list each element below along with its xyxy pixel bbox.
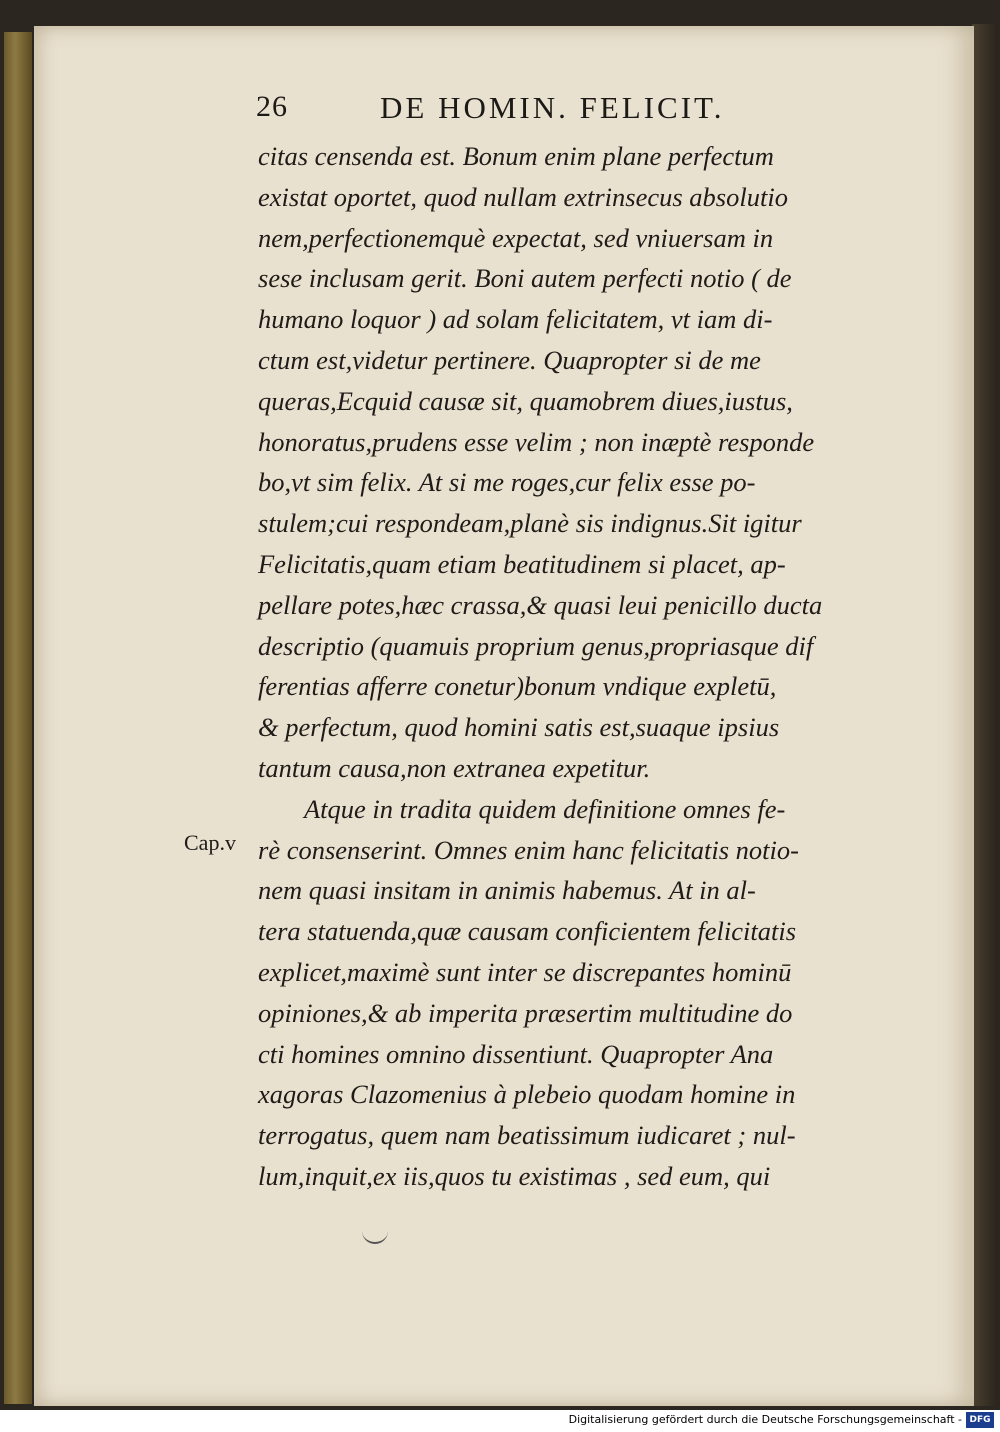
- text-line: xagoras Clazomenius à plebeio quodam homine in: [258, 1079, 796, 1110]
- text-line: citas censenda est. Bonum enim plane perfectum: [258, 141, 774, 171]
- text-line: nem quasi insitam in animis habemus. At in al-: [258, 875, 756, 906]
- dfg-logo: DFG: [966, 1412, 994, 1428]
- text-line: Felicitatis,quam etiam beatitudinem si placet, ap-: [258, 548, 786, 579]
- text-line: descriptio (quamuis proprium genus,propriasque dif: [258, 630, 814, 661]
- text-line: tantum causa,non extranea expetitur.: [258, 752, 651, 783]
- text-line: & perfectum, quod homini satis est,suaque ipsius: [258, 712, 780, 743]
- text-line: humano loquor ) ad solam felicitatem, vt iam di-: [258, 304, 773, 335]
- chapter-margin-note: Cap.v: [184, 830, 236, 855]
- digitization-footer: [0, 1410, 1000, 1432]
- book-fore-edge: [972, 24, 998, 1406]
- text-line: tera statuenda,quæ causam conficientem felicitatis: [258, 916, 797, 947]
- body-text: [258, 136, 868, 1197]
- book-spine-edge: [4, 32, 32, 1404]
- text-line: lum,inquit,ex iis,quos tu existimas , sed eum, qui: [258, 1160, 771, 1191]
- text-line: opiniones,& ab imperita præsertim multitudine do: [258, 997, 793, 1028]
- text-line: nem,perfectionemquè expectat, sed vniuersam in: [258, 222, 774, 253]
- text-line: ctum est,videtur pertinere. Quapropter si de me: [258, 344, 761, 375]
- text-line: rè consenserint. Omnes enim hanc felicitatis notio-: [258, 834, 799, 865]
- text-line: Atque in tradita quidem definitione omnes fe-: [304, 793, 786, 824]
- page-header: [256, 82, 816, 132]
- text-line: stulem;cui respondeam,planè sis indignus.Sit igitur: [258, 508, 802, 539]
- funding-credit: Digitalisierung gefördert durch die Deutsche Forschungsgemeinschaft -: [568, 1413, 962, 1426]
- text-line: bo,vt sim felix. At si me roges,cur felix esse po-: [258, 467, 756, 498]
- text-line: existat oportet, quod nullam extrinsecus absolutio: [258, 181, 788, 212]
- text-line: ferentias afferre conetur)bonum vndique expletū,: [258, 671, 777, 702]
- text-line: honoratus,prudens esse velim ; non inæptè responde: [258, 426, 815, 457]
- text-line: queras,Ecquid causæ sit, quamobrem diues,iustus,: [258, 385, 793, 416]
- text-line: sese inclusam gerit. Boni autem perfecti notio ( de: [258, 263, 792, 294]
- text-line: pellare potes,hæc crassa,& quasi leui penicillo ducta: [258, 589, 823, 620]
- text-line: cti homines omnino dissentiunt. Quapropter Ana: [258, 1038, 774, 1069]
- text-line: terrogatus, quem nam beatissimum iudicaret ; nul-: [258, 1120, 796, 1151]
- page-number: 26: [256, 90, 288, 123]
- running-head: DE HOMIN. FELICIT.: [380, 90, 725, 125]
- text-line: explicet,maximè sunt inter se discrepantes hominū: [258, 956, 792, 987]
